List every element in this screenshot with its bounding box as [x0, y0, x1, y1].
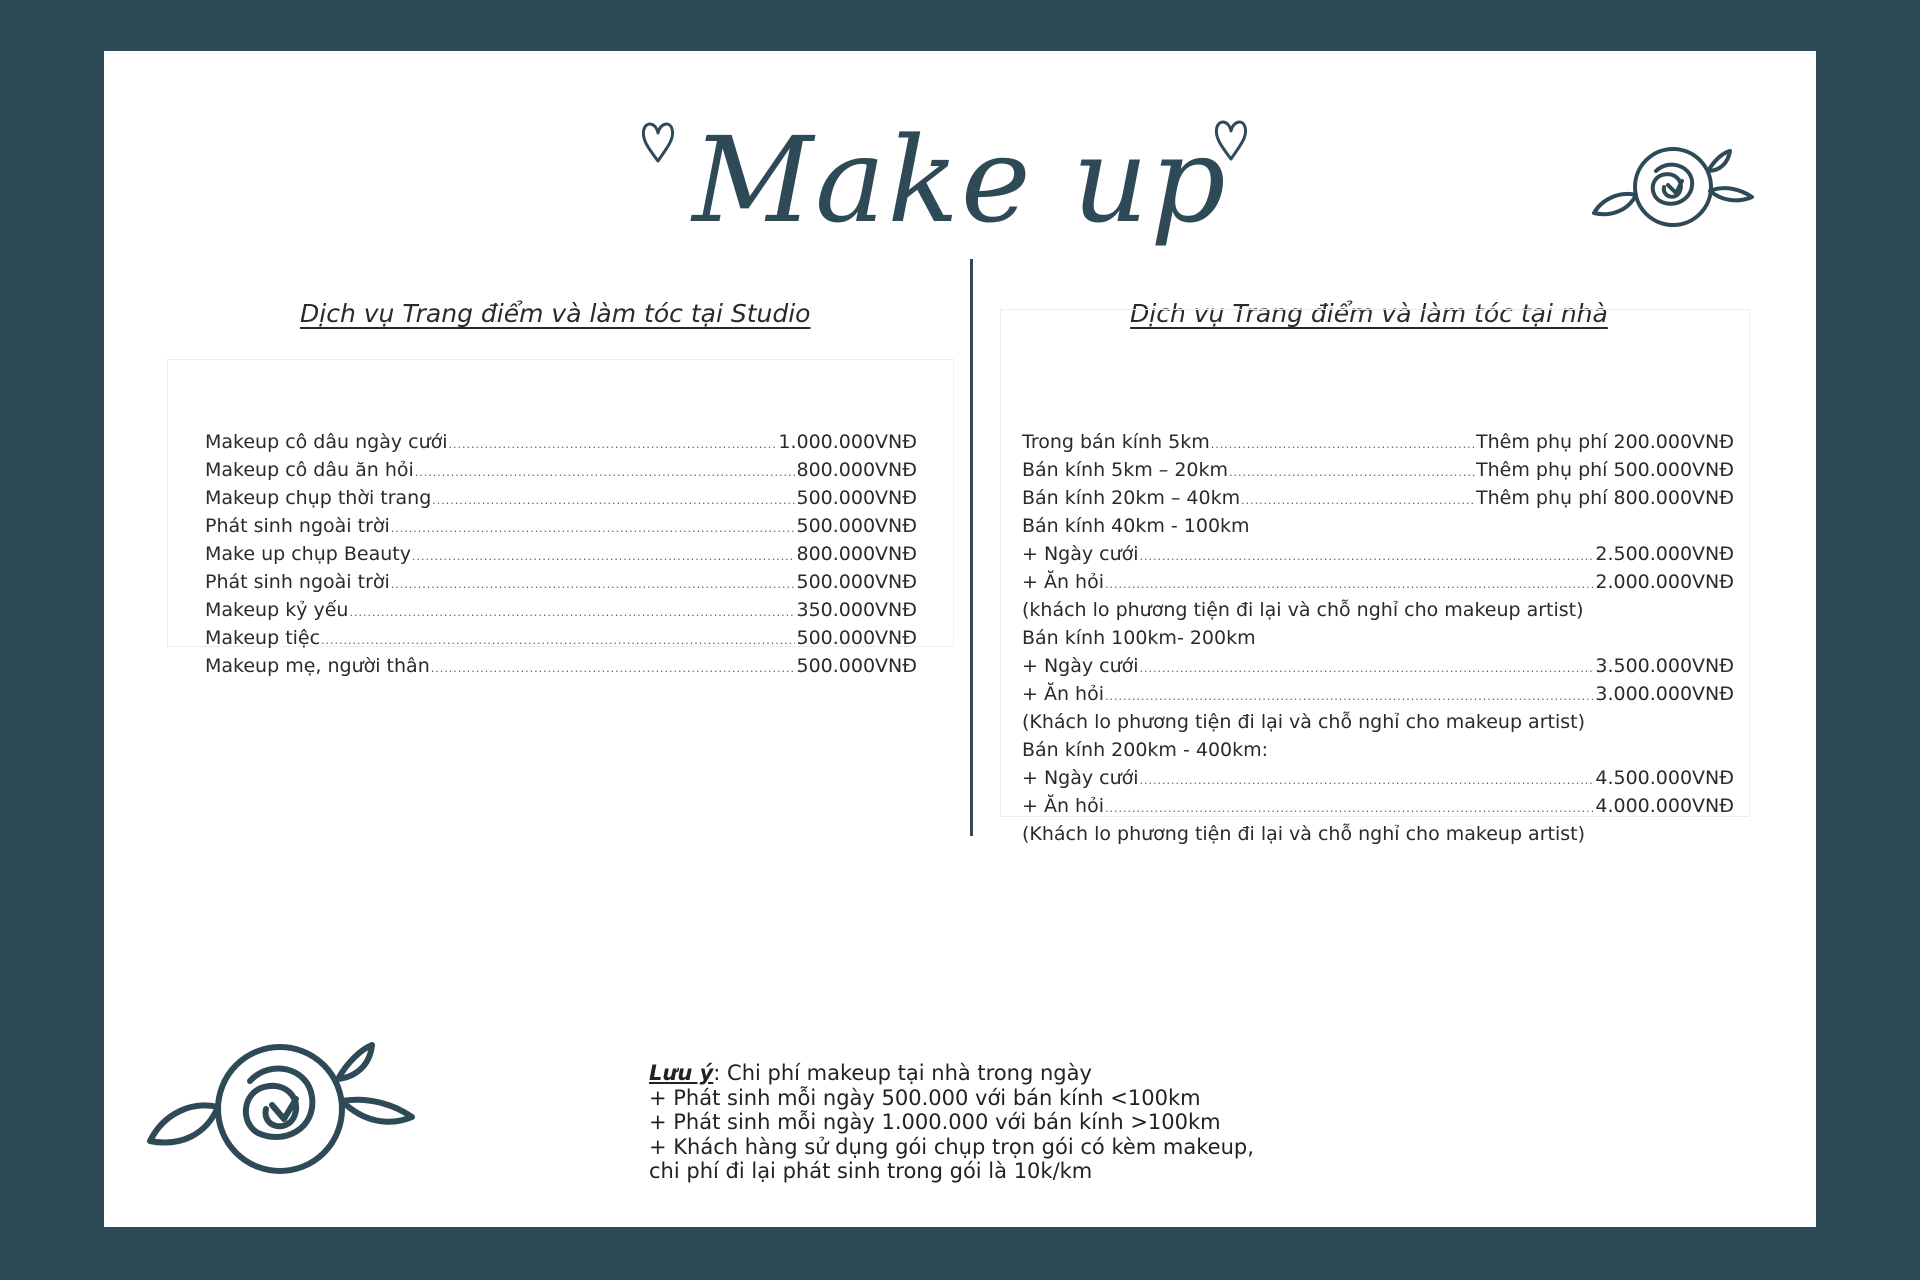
service-price: 500.000VNĐ: [796, 655, 917, 677]
service-price: 500.000VNĐ: [796, 515, 917, 537]
service-label: + Ăn hỏi: [1022, 683, 1104, 705]
price-note: Bán kính 200km - 400km:: [1022, 739, 1269, 761]
notes-line: + Phát sinh mỗi ngày 1.000.000 với bán kính >100km: [649, 1110, 1221, 1134]
service-label: Makeup kỷ yếu: [205, 599, 349, 621]
rose-icon: [1590, 141, 1756, 233]
home-price-row: [1022, 428, 1734, 456]
notes-line: + Phát sinh mỗi ngày 500.000 với bán kính <100km: [649, 1085, 1201, 1110]
service-label: Bán kính 5km – 20km: [1022, 459, 1229, 481]
service-price: 800.000VNĐ: [796, 543, 917, 565]
dot-leader: [1140, 767, 1595, 795]
service-price: 3.000.000VNĐ: [1595, 683, 1734, 705]
dot-leader: [1211, 431, 1475, 459]
studio-price-row: [205, 596, 917, 624]
service-price: 500.000VNĐ: [796, 487, 917, 509]
dot-leader: [1241, 487, 1475, 515]
service-label: Makeup chụp thời trang: [205, 487, 432, 509]
studio-price-row: [205, 428, 917, 456]
service-label: Trong bán kính 5km: [1022, 431, 1210, 453]
home-price-row: [1022, 456, 1734, 484]
notes-first-line: : Chi phí makeup tại nhà trong ngày: [713, 1061, 1092, 1085]
dot-leader: [1105, 683, 1594, 711]
home-price-row: [1022, 540, 1734, 568]
price-note: Bán kính 40km - 100km: [1022, 515, 1250, 537]
service-label: + Ăn hỏi: [1022, 571, 1104, 593]
home-price-row: [1022, 792, 1734, 820]
service-price: 500.000VNĐ: [796, 627, 917, 649]
home-section-heading: Dịch vụ Trang điểm và làm tóc tại nhà: [1130, 299, 1608, 328]
page-title: Make up: [692, 111, 1228, 249]
dot-leader: [1140, 655, 1595, 683]
service-price: 500.000VNĐ: [796, 571, 917, 593]
notes-line: chi phí đi lại phát sinh trong gói là 10k/km: [649, 1159, 1093, 1183]
studio-price-row: [205, 512, 917, 540]
service-label: + Ngày cưới: [1022, 767, 1139, 789]
heart-icon: [639, 119, 677, 163]
studio-price-row: [205, 624, 917, 652]
home-price-row: [1022, 680, 1734, 708]
service-label: Makeup cô dâu ngày cưới: [205, 431, 448, 453]
price-note: (Khách lo phương tiện đi lại và chỗ nghỉ cho makeup artist): [1022, 823, 1586, 845]
notes-block: [649, 1061, 1254, 1184]
studio-price-row: [205, 540, 917, 568]
home-price-list: [1022, 428, 1734, 848]
service-price: 4.500.000VNĐ: [1595, 767, 1734, 789]
dot-leader: [391, 571, 796, 599]
service-label: Phát sinh ngoài trời: [205, 515, 390, 537]
dot-leader: [321, 627, 795, 655]
dot-leader: [415, 459, 796, 487]
service-price: 1.000.000VNĐ: [778, 431, 917, 453]
dot-leader: [1105, 571, 1594, 599]
service-label: + Ngày cưới: [1022, 543, 1139, 565]
dot-leader: [1140, 543, 1595, 571]
price-note: Bán kính 100km- 200km: [1022, 627, 1256, 649]
dot-leader: [391, 515, 796, 543]
service-label: Phát sinh ngoài trời: [205, 571, 390, 593]
column-divider: [970, 259, 973, 836]
service-price: 800.000VNĐ: [796, 459, 917, 481]
dot-leader: [412, 543, 796, 571]
service-price: 4.000.000VNĐ: [1595, 795, 1734, 817]
notes-line: + Khách hàng sử dụng gói chụp trọn gói có kèm makeup,: [649, 1134, 1254, 1159]
service-price: 3.500.000VNĐ: [1595, 655, 1734, 677]
dot-leader: [449, 431, 778, 459]
service-price: Thêm phụ phí 200.000VNĐ: [1476, 431, 1734, 453]
dot-leader: [349, 599, 795, 627]
studio-section-heading: Dịch vụ Trang điểm và làm tóc tại Studio: [300, 299, 811, 328]
dot-leader: [1229, 459, 1475, 487]
studio-price-row: [205, 652, 917, 680]
service-price: Thêm phụ phí 500.000VNĐ: [1476, 459, 1734, 481]
studio-price-row: [205, 484, 917, 512]
service-label: + Ngày cưới: [1022, 655, 1139, 677]
price-note: (Khách lo phương tiện đi lại và chỗ nghỉ cho makeup artist): [1022, 711, 1586, 733]
service-price: 2.500.000VNĐ: [1595, 543, 1734, 565]
service-price: Thêm phụ phí 800.000VNĐ: [1476, 487, 1734, 509]
service-price: 350.000VNĐ: [796, 599, 917, 621]
service-label: Bán kính 20km – 40km: [1022, 487, 1241, 509]
rose-icon: [146, 1041, 416, 1177]
home-price-row: [1022, 568, 1734, 596]
service-label: Make up chụp Beauty: [205, 543, 411, 565]
heart-icon: [1212, 117, 1250, 161]
service-label: Makeup cô dâu ăn hỏi: [205, 459, 414, 481]
home-price-row: [1022, 652, 1734, 680]
home-price-row: [1022, 484, 1734, 512]
home-price-row: [1022, 764, 1734, 792]
service-label: Makeup tiệc: [205, 627, 321, 649]
dot-leader: [431, 655, 796, 683]
dot-leader: [1105, 795, 1594, 823]
studio-price-row: [205, 568, 917, 596]
price-card: [104, 51, 1816, 1227]
service-label: + Ăn hỏi: [1022, 795, 1104, 817]
notes-label: Lưu ý: [649, 1061, 714, 1085]
service-price: 2.000.000VNĐ: [1595, 571, 1734, 593]
studio-price-list: [205, 428, 917, 680]
service-label: Makeup mẹ, người thân: [205, 655, 430, 677]
price-note: (khách lo phương tiện đi lại và chỗ nghỉ cho makeup artist): [1022, 599, 1584, 621]
studio-price-row: [205, 456, 917, 484]
dot-leader: [432, 487, 795, 515]
